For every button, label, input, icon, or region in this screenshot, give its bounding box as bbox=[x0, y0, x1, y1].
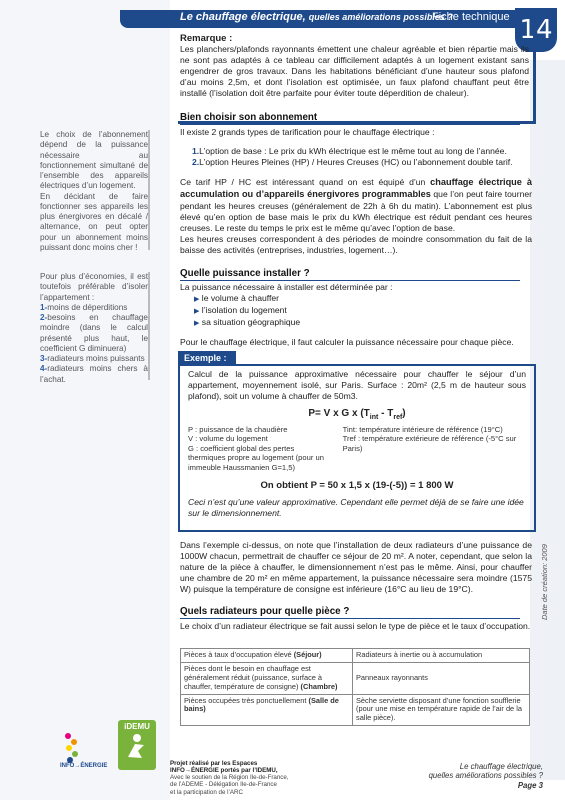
sidenote-list-item: 1-moins de déperditions bbox=[40, 302, 128, 312]
list-item: 2.L’option Heures Pleines (HP) / Heures Creuses (HC) ou l’abonnement double tarif. bbox=[192, 157, 513, 168]
section-title-puissance: Quelle puissance installer ? bbox=[180, 268, 310, 279]
section-title-abonnement: Bien choisir son abonnement bbox=[180, 112, 318, 123]
sidenote-abonnement-a: Le choix de l’abonnement dépend de la puissance nécessaire au fonctionnement simultané de l’ensemble des appareils électriques d’un logement. bbox=[40, 130, 148, 191]
formula-definitions bbox=[188, 425, 526, 472]
fiche-label: Fiche technique bbox=[432, 11, 510, 23]
left-margin-panel bbox=[0, 0, 170, 800]
footer-credits: Projet réalisé par les Espaces INFO→ÉNERGIE portés par l’IDEMU, Avec le soutien de la Région Ile-de-France, de l’ADEME - Délégation Ile-de-France et la participation de l’ARC bbox=[170, 760, 289, 796]
section-rule bbox=[180, 280, 520, 281]
puissance-outro: Pour le chauffage électrique, il faut calculer la puissance nécessaire pour chaque pièce. bbox=[180, 337, 514, 348]
puissance-intro: La puissance nécessaire à installer est déterminée par : bbox=[180, 282, 393, 292]
table-row: Pièces dont le besoin en chauffage est généralement réduit (puissance, surface à chauffer, température de consigne) (Chambre) Panneaux rayonnants bbox=[181, 662, 530, 694]
sidenote-isolation bbox=[40, 272, 148, 385]
exemple-box bbox=[178, 364, 536, 532]
arrow-icon: ▶ bbox=[194, 319, 200, 327]
remarque-title: Remarque : bbox=[180, 33, 233, 44]
fiche-number-badge: 14 bbox=[515, 8, 557, 52]
footer-page-info: Le chauffage électrique, quelles améliorations possibles ? Page 3 bbox=[428, 762, 543, 790]
definitions-right: Tint: température intérieure de référence (19°C) Tref : température extérieure de référence (-5°C sur Paris) bbox=[342, 425, 517, 453]
abonnement-intro: Il existe 2 grands types de tarification pour le chauffage électrique : bbox=[180, 127, 435, 137]
arrow-icon: ▶ bbox=[194, 296, 200, 303]
list-item: ▶ le volume à chauffer bbox=[194, 293, 280, 303]
radiateurs-intro: Le choix d’un radiateur électrique se fait aussi selon le type de pièce et le taux d’occupation. bbox=[180, 621, 531, 631]
abonnement-paragraph-2: Les heures creuses correspondent à des périodes de moindre consommation du fait de la baisse des activités (entreprises, industries, logement…). bbox=[180, 233, 532, 255]
abonnement-paragraph: Ce tarif HP / HC est intéressant quand on est équipé d’un chauffage électrique à accumulation ou d’appareils énergivores programmables que l’on peut faire tourner pendant les heures creuses (généralement de 22h à 6h du matin). L’abonnement est plus élevé qu’en option de base mais le prix du kWh électrique est réduit pendant ces heures creuses. Le reste du temps le prix est le même qu’avec l’option de base. bbox=[180, 177, 532, 233]
radiators-table bbox=[180, 648, 530, 726]
sidenote-rule bbox=[148, 130, 150, 250]
definitions-left: P : puissance de la chaudière V : volume du logement G : coefficient global des pertes thermiques propre au logement (pour un immeuble Haussmanien G=1,5) bbox=[188, 425, 324, 472]
section-rule bbox=[180, 124, 520, 125]
list-item: ▶ l’isolation du logement bbox=[194, 304, 287, 315]
list-item: ▶ sa situation géographique bbox=[194, 316, 301, 327]
page-number: Page 3 bbox=[517, 780, 543, 790]
puissance-block bbox=[180, 282, 532, 348]
list-item: 1.L’option de base : Le prix du kWh électrique est le même tout au long de l’année. bbox=[192, 146, 507, 156]
remarque-text: Les planchers/plafonds rayonnants émettent une chaleur agréable et bien répartie mais ils ne sont pas adaptés à ce tableau car difficilement adaptés à un logement existant sans engendrer de gros travaux. Dans les habitations bénéficiant d’une hauteur sous plafond d’au moins 2,5m, et dont l’isolation est optimisée, un faux plafond chauffant peut être installé (l’isolation doit être parfaite pour éviter toute déperdition de chaleur). bbox=[180, 44, 529, 98]
exemple-intro: Calcul de la puissance approximative nécessaire pour chauffer le séjour d’un appartement, moyennement isolé, sur Paris. Surface : 20m² (2,5 m de hauteur sous plafond), soit un volume à chauffer de 50m3. bbox=[188, 369, 526, 401]
abonnement-block bbox=[180, 127, 532, 256]
sidenote-abonnement bbox=[40, 130, 148, 253]
exemple-tab: Exemple : bbox=[178, 351, 236, 365]
puissance-list bbox=[194, 293, 532, 328]
table-row: Pièces occupées très ponctuellement (Salle de bains) Sèche serviette disposant d’une fonction soufflerie (pour une mise en température rapide de l’air de la salle pièce). bbox=[181, 694, 530, 726]
remarque-box bbox=[178, 30, 536, 124]
table-row: Pièces à taux d’occupation élevé (Séjour) Radiateurs à inertie ou à accumulation bbox=[181, 649, 530, 663]
section-rule bbox=[180, 618, 520, 619]
sidenote-abonnement-b: En décidant de faire fonctionner ses appareils les plus énergivores en décalé / alternance, on peut opter pour un abonnement moins puissant donc moins cher ! bbox=[40, 191, 148, 252]
creation-date: Date de création: 2009 bbox=[540, 544, 549, 620]
idemu-logo: iDEMU bbox=[118, 720, 156, 770]
abonnement-choices bbox=[192, 146, 532, 168]
page-subtitle: quelles améliorations possibles ? bbox=[308, 12, 453, 22]
apres-exemple-paragraph: Dans l’exemple ci-dessus, on note que l’installation de deux radiateurs d’une puissance de 1000W chacun, permettrait de chauffer ce séjour de 20 m². A noter, cependant, que selon la nature de la pièce à chauffer, le dimensionnement n’est pas le même. Ainsi, pour chauffer une chambre de 20 m² en même appartement, la puissance nécessaire sera moindre (1575 W) puisque la température de consigne est inférieure (16°C au lieu de 19°C). bbox=[180, 540, 532, 594]
sidenote-isolation-intro: Pour plus d’économies, il est toutefois préférable d’isoler l’appartement : bbox=[40, 272, 148, 302]
idemu-figure-icon bbox=[122, 731, 152, 761]
formula-result: On obtient P = 50 x 1,5 x (19-(-5)) = 1 800 W bbox=[260, 480, 454, 492]
formula: P= V x G x $(T_{int} - T_{ref})$ bbox=[308, 408, 406, 421]
sidenote-list-item: 2-besoins en chauffage moindre (dans le calcul présenté plus haut, le coefficient G diminuera) bbox=[40, 313, 148, 353]
page-title: Le chauffage électrique, quelles améliorations possibles ? bbox=[180, 11, 453, 23]
info-energie-logo: INFO→ÉNERGIE bbox=[60, 730, 110, 770]
sidenote-list-item: 4-radiateurs moins chers à l’achat. bbox=[40, 364, 148, 384]
section-title-radiateurs: Quels radiateurs pour quelle pièce ? bbox=[180, 606, 350, 617]
exemple-note: Ceci n’est qu’une valeur approximative. Cependant elle permet déjà de se faire une idée sur le dimensionnement. bbox=[188, 497, 524, 519]
arrow-icon: ▶ bbox=[194, 307, 200, 315]
sidenote-rule bbox=[148, 272, 150, 380]
sidenote-list-item: 3-radiateurs moins puissants bbox=[40, 354, 145, 363]
